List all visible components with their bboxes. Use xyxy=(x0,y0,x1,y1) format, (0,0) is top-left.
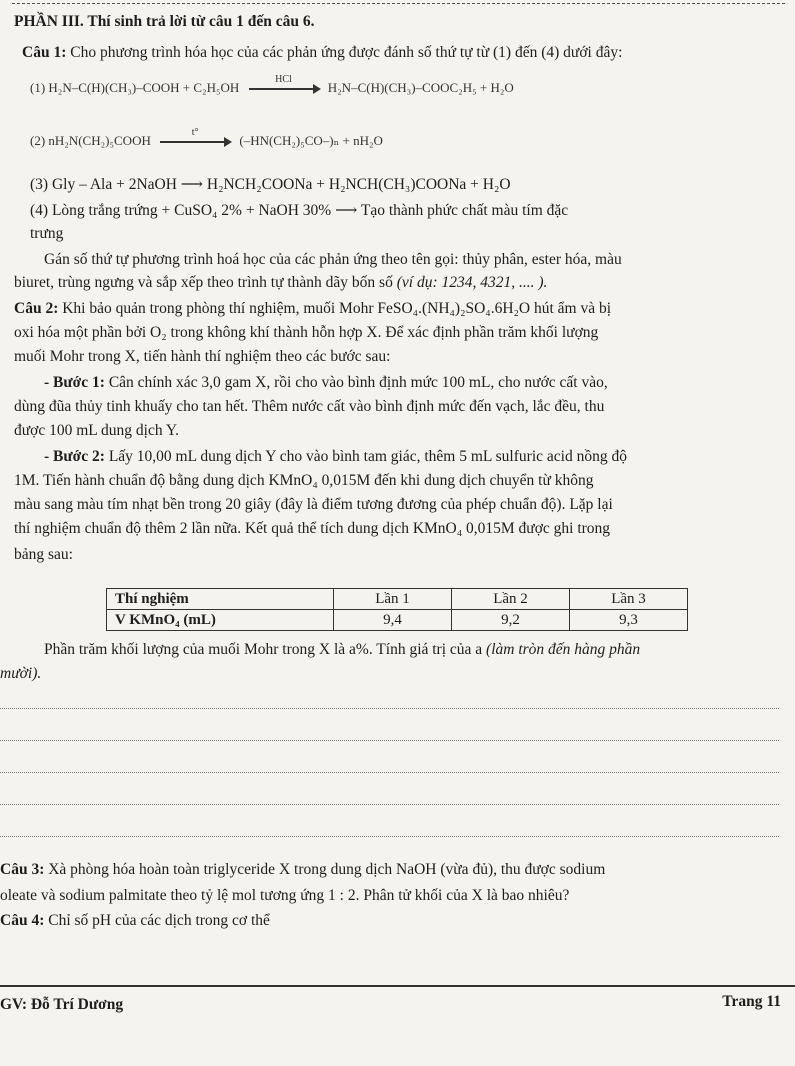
q1-intro xyxy=(22,43,622,63)
section-heading: PHẦN III. Thí sinh trả lời từ câu 1 đến câu 6. xyxy=(14,13,315,30)
table-cell: 9,3 xyxy=(570,610,688,631)
reaction-2 xyxy=(30,127,383,149)
step2-line1 xyxy=(44,447,627,467)
answer-line[interactable] xyxy=(0,772,779,773)
answer-line[interactable] xyxy=(0,708,779,709)
answer-line[interactable] xyxy=(0,836,779,837)
table-cell: 9,4 xyxy=(334,610,452,631)
reaction-2-number: (2) xyxy=(30,133,46,148)
q1-label: Câu 1: xyxy=(22,44,67,61)
q2-ask-line2: mười). xyxy=(0,665,42,682)
footer-page-number: Trang 11 xyxy=(722,993,781,1010)
q3-text: Xà phòng hóa hoàn toàn triglyceride X trong dung dịch NaOH (vừa đủ), thu được sodium xyxy=(48,861,606,878)
reaction-4-line2: trưng xyxy=(30,225,64,242)
table-header-cell: Lần 2 xyxy=(452,589,570,610)
top-dashed-rule xyxy=(12,3,785,4)
answer-line[interactable] xyxy=(0,740,779,741)
titration-table xyxy=(106,588,688,631)
step2-line2: 1M. Tiến hành chuẩn độ bằng dung dịch KMnO₄ 0,015M đến khi dung dịch chuyển từ không xyxy=(14,472,594,489)
q2-label: Câu 2: xyxy=(14,300,59,317)
q2-ask-line1 xyxy=(44,640,640,660)
step1-line1 xyxy=(44,373,608,393)
step2-text: Lấy 10,00 mL dung dịch Y cho vào bình tam giác, thêm 5 mL sulfuric acid nồng độ xyxy=(108,448,627,465)
q2-line2: oxi hóa một phần bởi O₂ trong không khí thành hỗn hợp X. Để xác định phần trăm khối lượng xyxy=(14,324,599,341)
q1-instruction-line1: Gán số thứ tự phương trình hoá học của các phản ứng theo tên gọi: thủy phân, ester hóa, màu xyxy=(44,251,622,268)
q1-instruction-text: biuret, trùng ngưng và sắp xếp theo trình tự thành dãy bốn số xyxy=(14,274,393,291)
q1-instruction-line2 xyxy=(14,273,547,293)
reaction-2-condition: t° xyxy=(191,127,199,139)
q4-text: Chỉ số pH của các dịch trong cơ thể xyxy=(48,912,270,929)
footer-rule xyxy=(0,985,795,987)
q1-text: Cho phương trình hóa học của các phản ứng được đánh số thứ tự từ (1) đến (4) dưới đây: xyxy=(70,44,623,61)
reaction-1-catalyst: HCl xyxy=(275,74,292,86)
q2-line1 xyxy=(14,299,611,319)
step1-label: - Bước 1: xyxy=(44,374,105,391)
step1-text: Cân chính xác 3,0 gam X, rồi cho vào bình định mức 100 mL, cho nước cất vào, xyxy=(108,374,608,391)
q4-label: Câu 4: xyxy=(0,912,45,929)
q2-ask-note: (làm tròn đến hàng phần xyxy=(486,641,641,658)
q3-label: Câu 3: xyxy=(0,861,45,878)
table-row-label: V KMnO₄ (mL) xyxy=(107,610,334,631)
step2-line4: thí nghiệm chuẩn độ thêm 2 lần nữa. Kết quả thể tích dung dịch KMnO₄ 0,015M được ghi trong xyxy=(14,520,611,537)
reaction-1-reactants: H₂N–C(H)(CH₃)–COOH + C₂H₅OH xyxy=(48,80,240,95)
step1-line2: dùng đũa thủy tinh khuấy cho tan hết. Thêm nước cất vào bình định mức đến vạch, lắc đều, thu xyxy=(14,398,605,415)
q2-text: Khi bảo quản trong phòng thí nghiệm, muối Mohr FeSO₄.(NH₄)₂SO₄.6H₂O hút ẩm và bị xyxy=(62,300,612,317)
answer-line[interactable] xyxy=(0,804,779,805)
q3-line1 xyxy=(0,860,605,880)
reaction-1 xyxy=(30,74,514,96)
table-header-cell: Lần 3 xyxy=(570,589,688,610)
reaction-arrow xyxy=(249,74,319,90)
q2-ask-text: Phần trăm khối lượng của muối Mohr trong X là a%. Tính giá trị của a xyxy=(44,641,483,658)
step2-line5: bảng sau: xyxy=(14,546,73,563)
reaction-3: (3) Gly – Ala + 2NaOH ⟶ H₂NCH₂COONa + H₂NCH(CH₃)COONa + H₂O xyxy=(30,176,511,193)
step2-line3: màu sang màu tím nhạt bền trong 20 giây (đây là điểm tương đương của phép chuẩn độ). Lặp lại xyxy=(14,496,613,513)
q4-line xyxy=(0,911,270,931)
q1-instruction-example: (ví dụ: 1234, 4321, .... ). xyxy=(396,274,548,291)
q3-line2: oleate và sodium palmitate theo tỷ lệ mol tương ứng 1 : 2. Phân tử khối của X là bao nhiêu? xyxy=(0,887,570,904)
footer-author: GV: Đỗ Trí Dương xyxy=(0,996,124,1013)
q2-line3: muối Mohr trong X, tiến hành thí nghiệm theo các bước sau: xyxy=(14,348,391,365)
reaction-1-number: (1) xyxy=(30,80,46,95)
table-row xyxy=(107,589,688,610)
table-header-cell: Lần 1 xyxy=(334,589,452,610)
reaction-arrow xyxy=(160,127,230,143)
step2-label: - Bước 2: xyxy=(44,448,105,465)
reaction-4-line1: (4) Lòng trắng trứng + CuSO₄ 2% + NaOH 30% ⟶ Tạo thành phức chất màu tím đặc xyxy=(30,202,569,219)
reaction-1-products: H₂N–C(H)(CH₃)–COOC₂H₅ + H₂O xyxy=(327,80,514,95)
reaction-2-products: (–HN(CH₂)₅CO–)ₙ + nH₂O xyxy=(239,133,383,148)
step1-line3: được 100 mL dung dịch Y. xyxy=(14,422,179,439)
table-header-cell: Thí nghiệm xyxy=(107,589,334,610)
reaction-2-reactants: nH₂N(CH₂)₅COOH xyxy=(48,133,151,148)
table-row xyxy=(107,610,688,631)
table-cell: 9,2 xyxy=(452,610,570,631)
